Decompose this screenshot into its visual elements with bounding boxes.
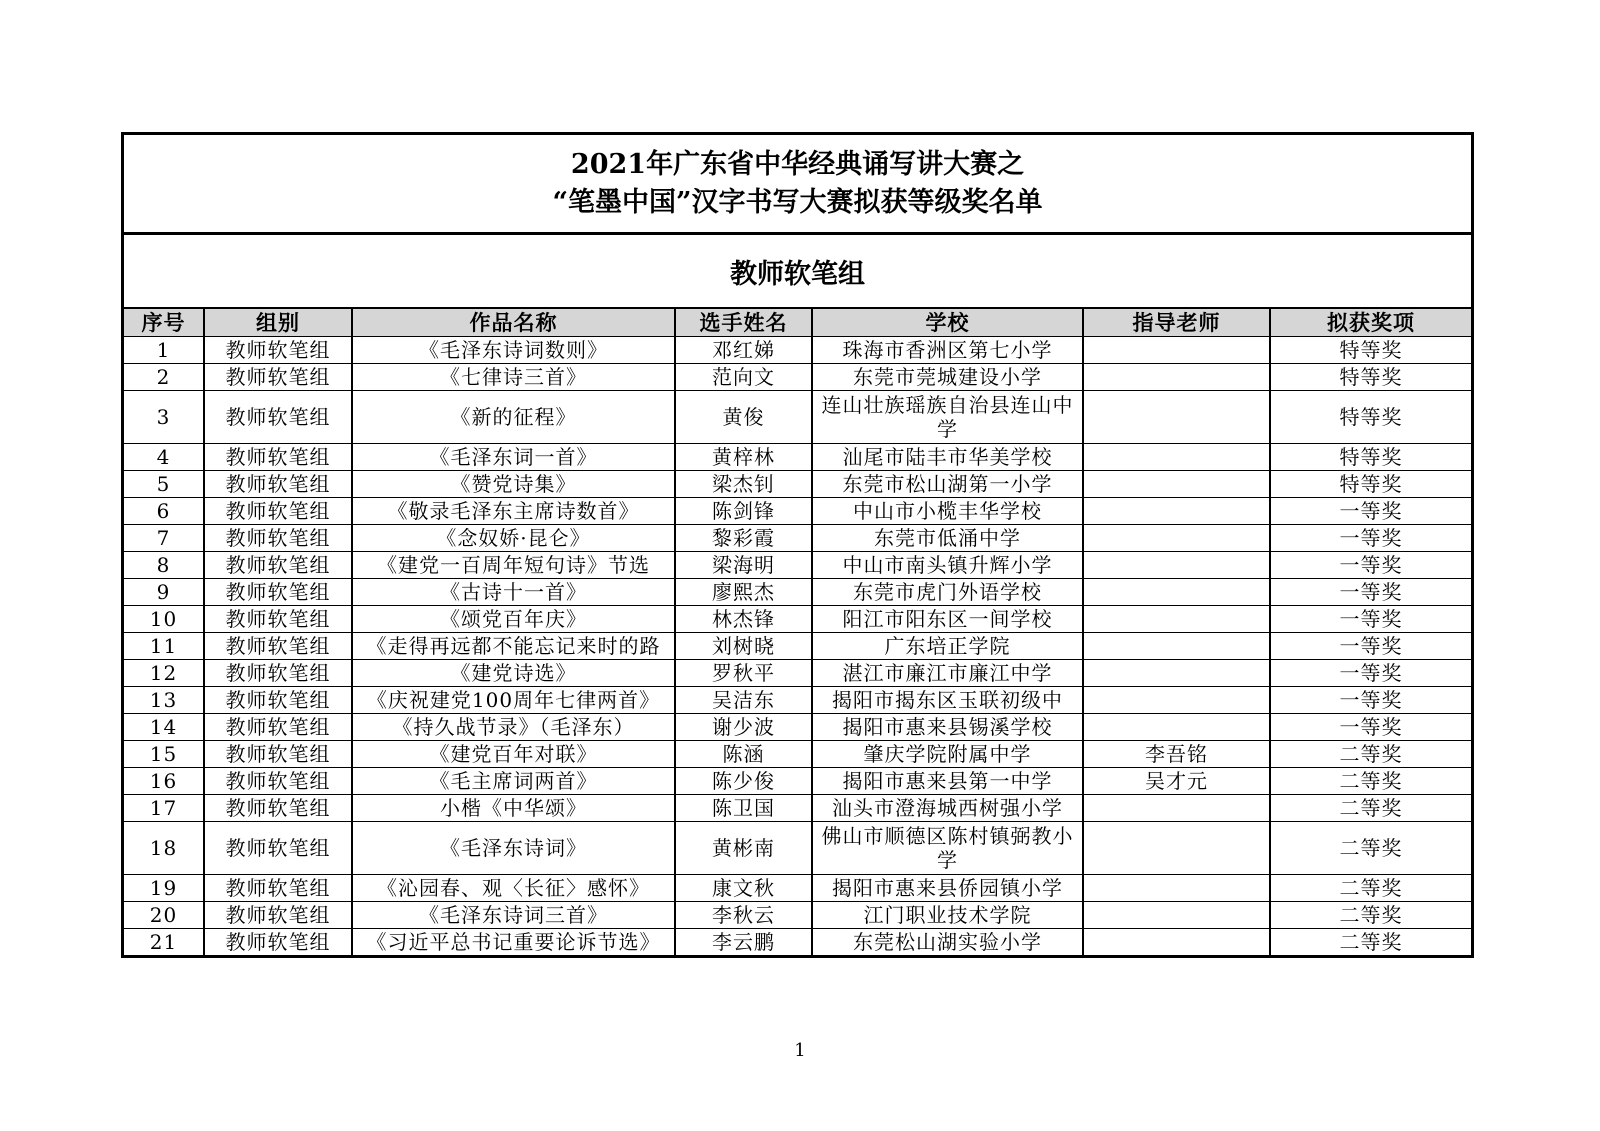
cell-teacher xyxy=(1083,606,1270,633)
cell-school: 揭阳市惠来县第一中学 xyxy=(812,768,1083,795)
cell-group: 教师软笔组 xyxy=(204,741,352,768)
cell-name: 陈涵 xyxy=(675,741,812,768)
cell-name: 黄彬南 xyxy=(675,822,812,875)
cell-seq: 10 xyxy=(124,606,204,633)
cell-award: 二等奖 xyxy=(1270,902,1471,929)
cell-teacher: 吴才元 xyxy=(1083,768,1270,795)
cell-name: 陈剑锋 xyxy=(675,498,812,525)
cell-group: 教师软笔组 xyxy=(204,444,352,471)
cell-work: 《毛泽东诗词数则》 xyxy=(352,337,675,364)
table-row xyxy=(124,606,1471,633)
cell-award: 一等奖 xyxy=(1270,687,1471,714)
cell-group: 教师软笔组 xyxy=(204,714,352,741)
cell-teacher xyxy=(1083,687,1270,714)
cell-school: 东莞市莞城建设小学 xyxy=(812,364,1083,391)
cell-school: 肇庆学院附属中学 xyxy=(812,741,1083,768)
cell-work: 《建党一百周年短句诗》节选 xyxy=(352,552,675,579)
cell-seq: 16 xyxy=(124,768,204,795)
page-number: 1 xyxy=(794,1040,806,1061)
cell-school: 阳江市阳东区一间学校 xyxy=(812,606,1083,633)
cell-school: 东莞市低涌中学 xyxy=(812,525,1083,552)
table-row xyxy=(124,391,1471,444)
cell-teacher xyxy=(1083,552,1270,579)
cell-teacher xyxy=(1083,444,1270,471)
cell-work: 《毛泽东诗词》 xyxy=(352,822,675,875)
cell-name: 康文秋 xyxy=(675,875,812,902)
cell-school: 汕头市澄海城西树强小学 xyxy=(812,795,1083,822)
cell-group: 教师软笔组 xyxy=(204,929,352,956)
cell-work: 《庆祝建党100周年七律两首》 xyxy=(352,687,675,714)
cell-group: 教师软笔组 xyxy=(204,633,352,660)
cell-name: 范向文 xyxy=(675,364,812,391)
cell-school: 珠海市香洲区第七小学 xyxy=(812,337,1083,364)
cell-name: 梁海明 xyxy=(675,552,812,579)
cell-seq: 6 xyxy=(124,498,204,525)
cell-award: 一等奖 xyxy=(1270,633,1471,660)
cell-award: 二等奖 xyxy=(1270,768,1471,795)
cell-work: 《沁园春、观〈长征〉感怀》 xyxy=(352,875,675,902)
cell-group: 教师软笔组 xyxy=(204,822,352,875)
cell-school: 汕尾市陆丰市华美学校 xyxy=(812,444,1083,471)
header-award: 拟获奖项 xyxy=(1270,309,1471,337)
cell-work: 小楷《中华颂》 xyxy=(352,795,675,822)
cell-work: 《念奴娇·昆仑》 xyxy=(352,525,675,552)
cell-seq: 15 xyxy=(124,741,204,768)
table-row xyxy=(124,364,1471,391)
cell-school: 连山壮族瑶族自治县连山中学 xyxy=(812,391,1083,444)
cell-name: 邓红娣 xyxy=(675,337,812,364)
cell-name: 李秋云 xyxy=(675,902,812,929)
cell-seq: 9 xyxy=(124,579,204,606)
cell-teacher xyxy=(1083,525,1270,552)
table-row xyxy=(124,660,1471,687)
cell-school: 中山市小榄丰华学校 xyxy=(812,498,1083,525)
table-row xyxy=(124,552,1471,579)
cell-award: 特等奖 xyxy=(1270,391,1471,444)
cell-seq: 13 xyxy=(124,687,204,714)
cell-school: 湛江市廉江市廉江中学 xyxy=(812,660,1083,687)
cell-name: 谢少波 xyxy=(675,714,812,741)
cell-group: 教师软笔组 xyxy=(204,498,352,525)
header-name: 选手姓名 xyxy=(675,309,812,337)
cell-teacher xyxy=(1083,902,1270,929)
cell-school: 揭阳市揭东区玉联初级中 xyxy=(812,687,1083,714)
cell-school: 东莞市虎门外语学校 xyxy=(812,579,1083,606)
cell-name: 刘树晓 xyxy=(675,633,812,660)
cell-seq: 4 xyxy=(124,444,204,471)
cell-teacher xyxy=(1083,822,1270,875)
cell-teacher xyxy=(1083,471,1270,498)
table-row xyxy=(124,471,1471,498)
table-row xyxy=(124,633,1471,660)
cell-teacher xyxy=(1083,714,1270,741)
cell-teacher xyxy=(1083,364,1270,391)
cell-teacher xyxy=(1083,875,1270,902)
cell-seq: 12 xyxy=(124,660,204,687)
cell-award: 特等奖 xyxy=(1270,444,1471,471)
cell-award: 一等奖 xyxy=(1270,525,1471,552)
header-school: 学校 xyxy=(812,309,1083,337)
document-title-line-1: 2021年广东省中华经典诵写讲大赛之 xyxy=(570,148,1025,180)
cell-award: 一等奖 xyxy=(1270,606,1471,633)
cell-teacher xyxy=(1083,579,1270,606)
cell-award: 一等奖 xyxy=(1270,579,1471,606)
cell-award: 二等奖 xyxy=(1270,929,1471,956)
document-title-line-2: “笔墨中国”汉字书写大赛拟获等级奖名单 xyxy=(552,186,1043,218)
table-row xyxy=(124,741,1471,768)
cell-work: 《持久战节录》（毛泽东） xyxy=(352,714,675,741)
group-title: 教师软笔组 xyxy=(730,258,865,290)
cell-award: 特等奖 xyxy=(1270,471,1471,498)
cell-seq: 20 xyxy=(124,902,204,929)
cell-group: 教师软笔组 xyxy=(204,525,352,552)
table-body xyxy=(124,337,1471,956)
cell-award: 特等奖 xyxy=(1270,337,1471,364)
cell-name: 廖熙杰 xyxy=(675,579,812,606)
header-work: 作品名称 xyxy=(352,309,675,337)
cell-teacher xyxy=(1083,929,1270,956)
cell-name: 黎彩霞 xyxy=(675,525,812,552)
cell-work: 《颂党百年庆》 xyxy=(352,606,675,633)
cell-name: 林杰锋 xyxy=(675,606,812,633)
cell-work: 《敬录毛泽东主席诗数首》 xyxy=(352,498,675,525)
table-row xyxy=(124,902,1471,929)
table-row xyxy=(124,498,1471,525)
table-row xyxy=(124,579,1471,606)
table-row xyxy=(124,768,1471,795)
cell-award: 一等奖 xyxy=(1270,498,1471,525)
cell-name: 李云鹏 xyxy=(675,929,812,956)
cell-name: 黄梓林 xyxy=(675,444,812,471)
cell-name: 梁杰钊 xyxy=(675,471,812,498)
cell-work: 《毛主席词两首》 xyxy=(352,768,675,795)
cell-seq: 19 xyxy=(124,875,204,902)
table-row xyxy=(124,444,1471,471)
cell-work: 《建党百年对联》 xyxy=(352,741,675,768)
cell-teacher xyxy=(1083,795,1270,822)
cell-group: 教师软笔组 xyxy=(204,606,352,633)
cell-school: 江门职业技术学院 xyxy=(812,902,1083,929)
cell-school: 揭阳市惠来县锡溪学校 xyxy=(812,714,1083,741)
cell-award: 特等奖 xyxy=(1270,364,1471,391)
cell-seq: 3 xyxy=(124,391,204,444)
cell-seq: 14 xyxy=(124,714,204,741)
award-list-sheet xyxy=(121,132,1474,958)
group-heading-block xyxy=(124,235,1471,309)
table-row xyxy=(124,337,1471,364)
table-row xyxy=(124,525,1471,552)
header-seq: 序号 xyxy=(124,309,204,337)
header-group: 组别 xyxy=(204,309,352,337)
cell-seq: 5 xyxy=(124,471,204,498)
cell-seq: 21 xyxy=(124,929,204,956)
cell-group: 教师软笔组 xyxy=(204,391,352,444)
cell-group: 教师软笔组 xyxy=(204,875,352,902)
cell-work: 《古诗十一首》 xyxy=(352,579,675,606)
cell-work: 《走得再远都不能忘记来时的路 xyxy=(352,633,675,660)
table-row xyxy=(124,795,1471,822)
header-teacher: 指导老师 xyxy=(1083,309,1270,337)
cell-teacher xyxy=(1083,660,1270,687)
cell-group: 教师软笔组 xyxy=(204,687,352,714)
cell-teacher xyxy=(1083,498,1270,525)
cell-group: 教师软笔组 xyxy=(204,552,352,579)
cell-teacher xyxy=(1083,633,1270,660)
table-row xyxy=(124,687,1471,714)
cell-teacher xyxy=(1083,337,1270,364)
cell-award: 二等奖 xyxy=(1270,795,1471,822)
cell-work: 《七律诗三首》 xyxy=(352,364,675,391)
cell-group: 教师软笔组 xyxy=(204,579,352,606)
cell-school: 中山市南头镇升辉小学 xyxy=(812,552,1083,579)
cell-group: 教师软笔组 xyxy=(204,902,352,929)
cell-name: 吴洁东 xyxy=(675,687,812,714)
cell-work: 《毛泽东词一首》 xyxy=(352,444,675,471)
cell-name: 罗秋平 xyxy=(675,660,812,687)
cell-school: 东莞松山湖实验小学 xyxy=(812,929,1083,956)
award-table xyxy=(124,309,1471,955)
cell-seq: 7 xyxy=(124,525,204,552)
cell-name: 黄俊 xyxy=(675,391,812,444)
cell-teacher xyxy=(1083,391,1270,444)
table-row xyxy=(124,875,1471,902)
cell-work: 《赞党诗集》 xyxy=(352,471,675,498)
table-header-row xyxy=(124,309,1471,337)
cell-award: 一等奖 xyxy=(1270,660,1471,687)
cell-award: 二等奖 xyxy=(1270,822,1471,875)
cell-school: 揭阳市惠来县侨园镇小学 xyxy=(812,875,1083,902)
cell-school: 东莞市松山湖第一小学 xyxy=(812,471,1083,498)
cell-school: 佛山市顺德区陈村镇弼教小学 xyxy=(812,822,1083,875)
cell-group: 教师软笔组 xyxy=(204,364,352,391)
document-title-block xyxy=(124,135,1471,235)
cell-award: 一等奖 xyxy=(1270,552,1471,579)
table-row xyxy=(124,822,1471,875)
cell-name: 陈卫国 xyxy=(675,795,812,822)
cell-seq: 8 xyxy=(124,552,204,579)
cell-work: 《毛泽东诗词三首》 xyxy=(352,902,675,929)
cell-teacher: 李吾铭 xyxy=(1083,741,1270,768)
cell-seq: 17 xyxy=(124,795,204,822)
cell-award: 一等奖 xyxy=(1270,714,1471,741)
cell-seq: 2 xyxy=(124,364,204,391)
cell-seq: 1 xyxy=(124,337,204,364)
cell-work: 《建党诗选》 xyxy=(352,660,675,687)
cell-seq: 11 xyxy=(124,633,204,660)
cell-group: 教师软笔组 xyxy=(204,337,352,364)
cell-work: 《新的征程》 xyxy=(352,391,675,444)
cell-school: 广东培正学院 xyxy=(812,633,1083,660)
cell-work: 《习近平总书记重要论诉节选》 xyxy=(352,929,675,956)
cell-award: 二等奖 xyxy=(1270,741,1471,768)
cell-group: 教师软笔组 xyxy=(204,471,352,498)
cell-group: 教师软笔组 xyxy=(204,768,352,795)
cell-award: 二等奖 xyxy=(1270,875,1471,902)
cell-group: 教师软笔组 xyxy=(204,660,352,687)
cell-group: 教师软笔组 xyxy=(204,795,352,822)
cell-seq: 18 xyxy=(124,822,204,875)
table-row xyxy=(124,714,1471,741)
table-row xyxy=(124,929,1471,956)
cell-name: 陈少俊 xyxy=(675,768,812,795)
